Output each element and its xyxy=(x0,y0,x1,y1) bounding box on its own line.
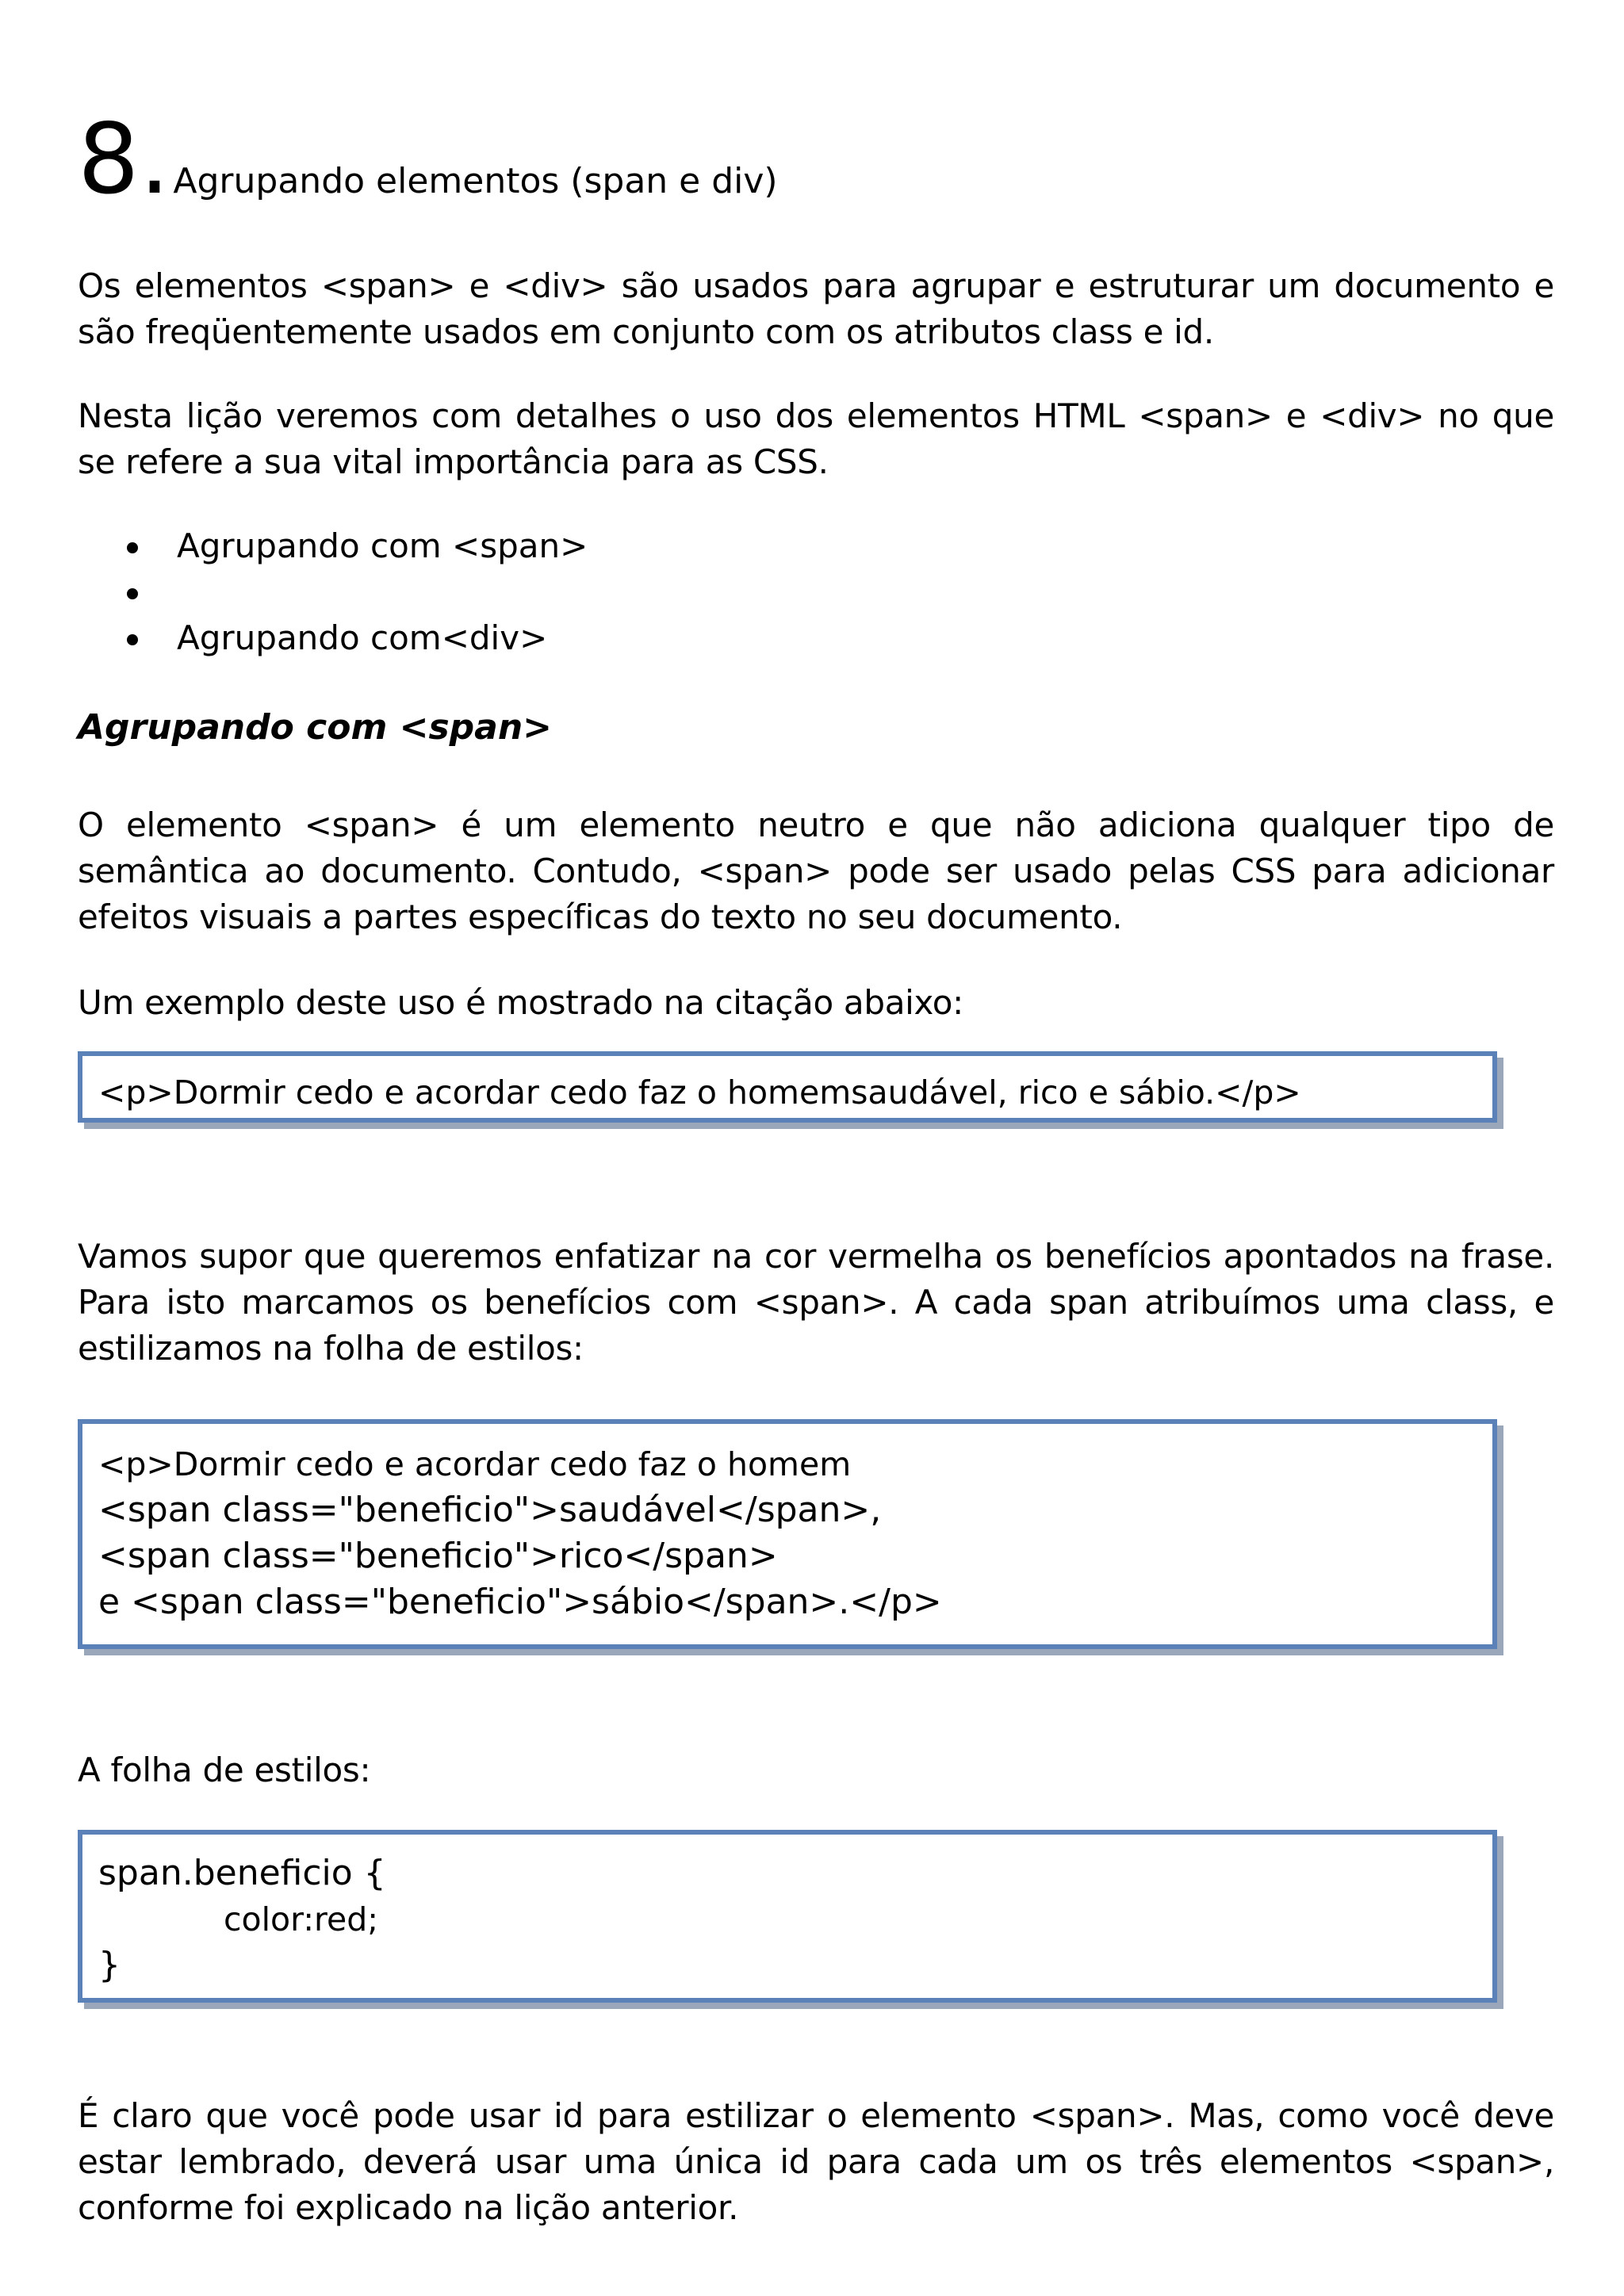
code-line: e <span class="beneficio">sábio</span>.</p> xyxy=(98,1582,942,1622)
chapter-title: Agrupando elementos (span e div) xyxy=(173,161,778,201)
stylesheet-label: A folha de estilos: xyxy=(78,1751,371,1789)
code-box-example-1 xyxy=(78,1051,1497,1123)
closing-paragraph: É claro que você pode usar id para estilizar o elemento <span>. Mas, como você deve estar lembrado, deverá usar uma única id para cada um os três elementos <span>, conforme foi explicado na lição anterior. xyxy=(78,2096,1554,2227)
code-line: color:red; xyxy=(224,1900,379,1938)
bullet-icon xyxy=(127,634,138,645)
code-line: <p>Dormir cedo e acordar cedo faz o homem xyxy=(98,1445,852,1483)
code-line: } xyxy=(98,1945,121,1985)
code-line: <span class="beneficio">saudável</span>, xyxy=(98,1490,882,1530)
chapter-heading xyxy=(78,103,778,216)
list-item: Agrupando com <span> xyxy=(78,523,1554,569)
topic-bullet-list xyxy=(78,523,1554,661)
list-item xyxy=(78,569,1554,615)
section-subheading: Agrupando com <span> xyxy=(78,707,553,748)
intro-paragraph-2: Nesta lição veremos com detalhes o uso dos elementos HTML <span> e <div> no que se refere a sua vital importância para as CSS. xyxy=(78,396,1554,481)
bullet-icon xyxy=(127,542,138,553)
code-line: <span class="beneficio">rico</span> xyxy=(98,1536,778,1576)
example-intro-paragraph: Um exemplo deste uso é mostrado na citação abaixo: xyxy=(78,983,964,1022)
code-line: span.beneficio { xyxy=(98,1853,386,1893)
bullet-icon xyxy=(127,588,138,599)
span-description-paragraph: O elemento <span> é um elemento neutro e que não adiciona qualquer tipo de semântica ao documento. Contudo, <span> pode ser usado pelas CSS para adicionar efeitos visuais a partes específicas do texto no seu documento. xyxy=(78,806,1554,936)
intro-paragraph-1: Os elementos <span> e <div> são usados para agrupar e estruturar um documento e são freqüentemente usados em conjunto com os atributos class e id. xyxy=(78,266,1554,351)
chapter-number: 8. xyxy=(78,103,170,216)
code-box-stylesheet xyxy=(78,1830,1497,2003)
code-line: <p>Dormir cedo e acordar cedo faz o homemsaudável, rico e sábio.</p> xyxy=(98,1073,1301,1112)
list-item: Agrupando com<div> xyxy=(78,615,1554,661)
emphasis-paragraph: Vamos supor que queremos enfatizar na cor vermelha os benefícios apontados na frase. Para isto marcamos os benefícios com <span>. A cada span atribuímos uma class, e estilizamos na folha de estilos: xyxy=(78,1237,1554,1368)
code-box-example-2 xyxy=(78,1419,1497,1649)
